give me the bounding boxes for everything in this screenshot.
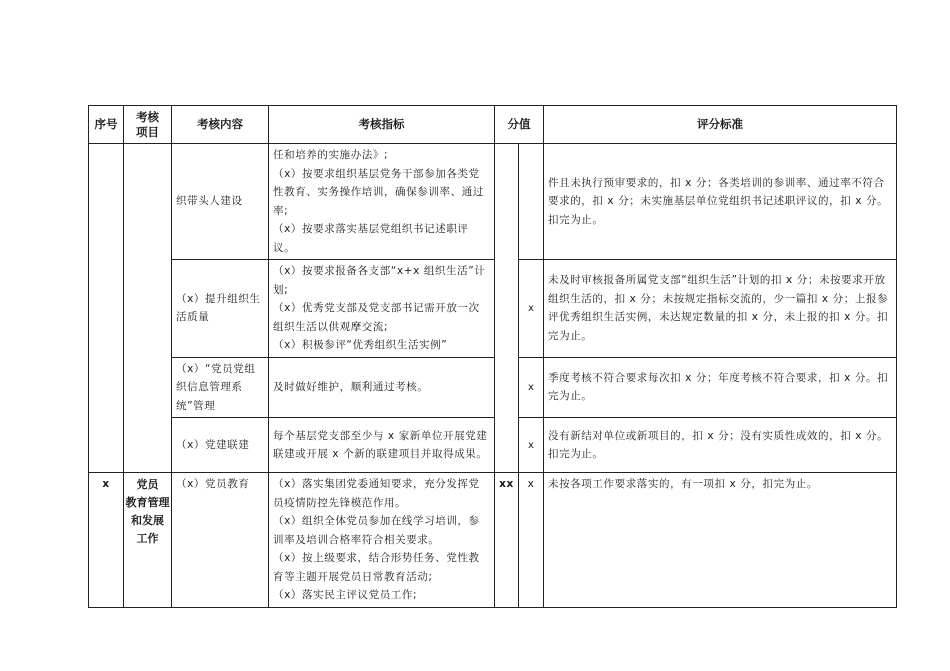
score-cell: x [519,418,544,473]
indicator-line: （x）积极参评“优秀组织生活实例” [273,339,448,351]
table-row [89,473,897,608]
content-cell: （x）党员教育 [172,473,269,608]
criteria-cell: 未及时审核报备所属党支部“组织生活”计划的扣 x 分；未按要求开放组织生活的，扣 x 分；未按规定指标交流的，少一篇扣 x 分；上报参评优秀组织生活实例，未达规定数量的扣 x 分，未上报的扣 x 分。扣完为止。 [544,260,897,358]
header-seq: 序号 [89,106,124,144]
indicator-cell [269,144,495,260]
header-content: 考核内容 [172,106,269,144]
score-cell: x [519,260,544,358]
seq-cell: x [89,473,124,608]
indicator-line: （x）按要求组织基层党务干部参加各类党性教育、实务操作培训，确保参训率、通过率; [273,167,484,217]
indicator-cell [269,260,495,358]
content-cell: （x）“党员党组织信息管理系统”管理 [172,357,269,418]
score-cell [519,144,544,260]
category-line: 和发展 [131,514,164,527]
header-item-line1: 考核 [136,109,159,124]
content-cell: （x）提升组织生活质量 [172,260,269,358]
indicator-cell [269,357,495,418]
seq-cell-empty [89,144,124,473]
category-line: 教育管理 [125,496,170,509]
indicator-cell [269,418,495,473]
category-cell [124,473,172,608]
indicator-line: 每个基层党支部至少与 x 家新单位开展党建联建或开展 x 个新的联建项目并取得成果。 [273,429,488,460]
score-total-cell: xx [495,473,519,608]
indicator-line: （x）按要求报备各支部“x+x 组织生活”计划; [273,265,486,296]
header-criteria: 评分标准 [544,106,897,144]
criteria-cell: 没有新结对单位或新项目的，扣 x 分；没有实质性成效的，扣 x 分。扣完为止。 [544,418,897,473]
indicator-line: 及时做好维护，顺利通过考核。 [273,381,429,393]
header-row [89,106,897,144]
table-row [89,357,897,418]
indicator-line: （x）优秀党支部及党支部书记需开放一次组织生活以供观摩交流; [273,302,480,333]
content-cell: （x）党建联建 [172,418,269,473]
header-indicator: 考核指标 [269,106,495,144]
category-line: 工作 [136,532,159,545]
criteria-cell: 未按各项工作要求落实的，有一项扣 x 分，扣完为止。 [544,473,897,608]
indicator-line: （x）组织全体党员参加在线学习培训，参训率及培训合格率符合相关要求。 [273,515,480,546]
indicator-cell [269,473,495,608]
header-item-line2: 项目 [136,124,159,139]
indicator-line: （x）按要求落实基层党组织书记述职评议。 [273,223,469,254]
table-row [89,418,897,473]
content-cell: 织带头人建设 [172,144,269,260]
item-cell-empty [124,144,172,473]
header-item [124,106,172,144]
indicator-line: （x）落实集团党委通知要求，充分发挥党员疫情防控先锋模范作用。 [273,478,480,509]
score-cell: x [519,473,544,608]
header-score: 分值 [495,106,544,144]
indicator-line: 任和培养的实施办法》; [273,149,389,161]
assessment-table [88,105,897,608]
table-row [89,260,897,358]
criteria-cell: 季度考核不符合要求每次扣 x 分；年度考核不符合要求，扣 x 分。扣完为止。 [544,357,897,418]
table-row [89,144,897,260]
indicator-line: （x）落实民主评议党员工作; [273,589,418,601]
score-total-cell-empty [495,144,519,473]
indicator-line: （x）按上级要求，结合形势任务、党性教育等主题开展党员日常教育活动; [273,552,480,583]
score-cell: x [519,357,544,418]
category-line: 党员 [136,478,159,491]
criteria-cell: 件且未执行预审要求的，扣 x 分；各类培训的参训率、通过率不符合要求的，扣 x 分；未实施基层单位党组织书记述职评议的，扣 x 分。扣完为止。 [544,144,897,260]
